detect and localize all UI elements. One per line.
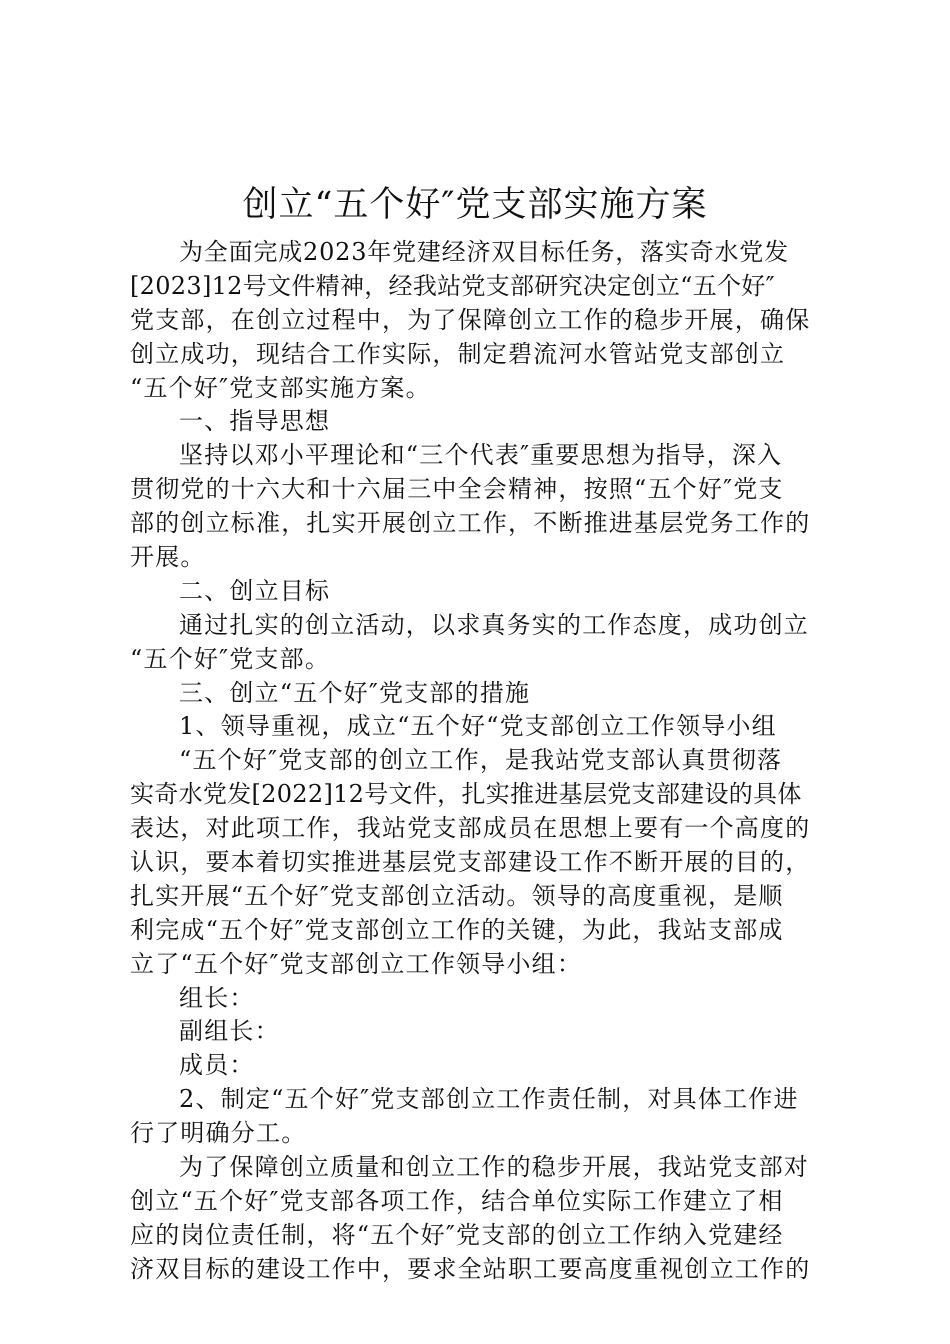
paragraph-line: 贯彻党的十六大和十六届三中全会精神，按照“五个好″党支 (130, 475, 784, 504)
paragraph-line: “五个好″党支部实施方案。 (130, 373, 431, 402)
group-leader-field: 组长： (179, 983, 255, 1012)
paragraph-line: 认识，要本着切实推进基层党支部建设工作不断开展的目的， (130, 848, 811, 877)
section-heading: 二、创立目标 (179, 576, 331, 605)
paragraph-line: 为全面完成2023年党建经济双目标任务，落实奇水党发 (179, 238, 789, 266)
paragraph-line: 开展。 (130, 543, 206, 572)
members-field: 成员： (179, 1051, 255, 1080)
paragraph-line: 为了保障创立质量和创立工作的稳步开展，我站党支部对 (179, 1153, 809, 1182)
paragraph-line: 扎实开展“五个好″党支部创立活动。领导的高度重视，是顺 (130, 881, 784, 910)
paragraph-line: 党支部，在创立过程中，为了保障创立工作的稳步开展，确保 (130, 305, 811, 334)
subsection-heading: 1、领导重视，成立“五个好“党支部创立工作领导小组 (179, 712, 777, 741)
section-heading: 一、指导思想 (179, 407, 331, 436)
paragraph-line: 济双目标的建设工作中，要求全站职工要高度重视创立工作的 (130, 1254, 811, 1283)
paragraph-line: 坚持以邓小平理论和“三个代表″重要思想为指导，深入 (179, 441, 783, 470)
paragraph-line: 立了“五个好″党支部创立工作领导小组： (130, 949, 583, 978)
paragraph-line: 部的创立标准，扎实开展创立工作，不断推进基层党务工作的 (130, 509, 811, 538)
paragraph-line: “五个好″党支部的创立工作，是我站党支部认真贯彻落 (179, 746, 783, 775)
paragraph-line: 创立成功，现结合工作实际，制定碧流河水管站党支部创立 (130, 339, 786, 368)
paragraph-line: 行了明确分工。 (130, 1119, 307, 1148)
paragraph-line: 实奇水党发[2022]12号文件，扎实推进基层党支部建设的具体 (130, 780, 802, 809)
paragraph-line: 通过扎实的创立活动，以求真务实的工作态度，成功创立 (179, 610, 809, 639)
section-heading: 三、创立“五个好″党支部的措施 (179, 678, 531, 707)
paragraph-line: [2023]12号文件精神，经我站党支部研究决定创立“五个好″ (130, 271, 775, 300)
deputy-leader-field: 副组长： (179, 1017, 280, 1046)
paragraph-line: “五个好″党支部。 (130, 644, 331, 673)
paragraph-line: 应的岗位责任制，将“五个好″党支部的创立工作纳入党建经 (130, 1220, 784, 1249)
paragraph-line: 创立“五个好″党支部各项工作，结合单位实际工作建立了相 (130, 1186, 784, 1215)
paragraph-line: 利完成“五个好″党支部创立工作的关键，为此，我站支部成 (130, 915, 784, 944)
subsection-heading: 2、制定“五个好″党支部创立工作责任制，对具体工作进 (179, 1085, 799, 1114)
document-body (130, 236, 820, 1287)
paragraph-line: 表达，对此项工作，我站党支部成员在思想上要有一个高度的 (130, 814, 811, 843)
document-title: 创立“五个好″党支部实施方案 (242, 185, 708, 225)
